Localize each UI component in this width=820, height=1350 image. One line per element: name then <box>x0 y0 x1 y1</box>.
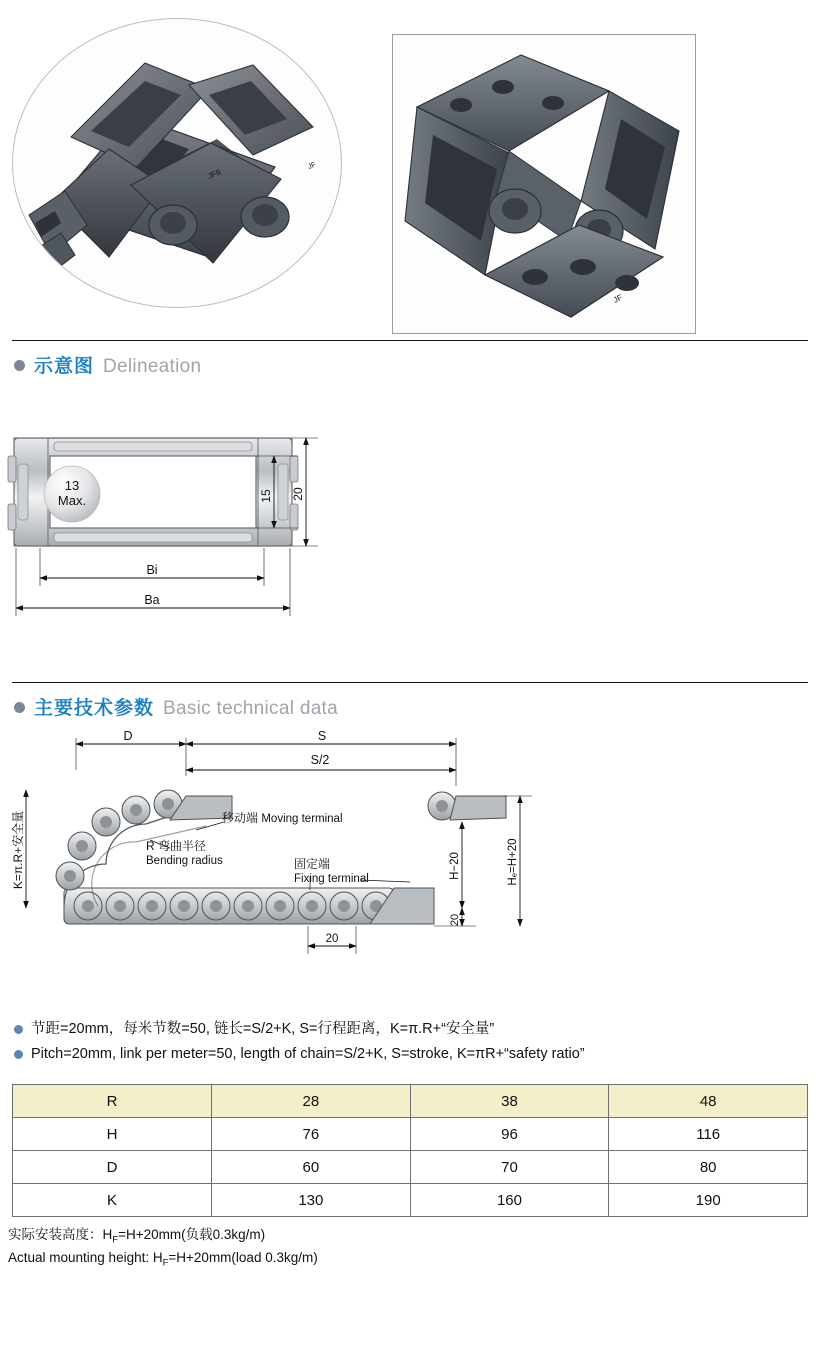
chain-lower-run <box>64 888 434 924</box>
table-cell: 80 <box>609 1151 808 1184</box>
technical-drawing <box>0 724 820 1014</box>
svg-text:JF: JF <box>611 292 624 305</box>
table-header-row <box>13 1085 808 1118</box>
bullet-dot-icon <box>14 1050 23 1059</box>
product-photo-circle <box>12 18 342 308</box>
svg-text:JF6: JF6 <box>206 167 223 181</box>
dim-S: S <box>317 730 327 743</box>
note-text-en: Pitch=20mm, link per meter=50, length of chain=S/2+K, S=stroke, K=πR+“safety ratio” <box>31 1046 585 1063</box>
table-cell: 160 <box>410 1184 609 1217</box>
table-cell: 76 <box>212 1118 411 1151</box>
label-bending-en: Bending radius <box>146 855 223 867</box>
delineation-svg <box>6 412 406 672</box>
technical-data-table <box>12 1084 808 1217</box>
table-cell: D <box>13 1151 212 1184</box>
section-title-cn: 示意图 <box>34 356 95 377</box>
footnote-en <box>8 1248 820 1270</box>
table-cell: 116 <box>609 1118 808 1151</box>
bullet-dot-icon <box>14 702 25 713</box>
table-header-cell: 38 <box>410 1085 609 1118</box>
product-photo-box <box>392 34 696 334</box>
label-bending-cn: R 弯曲半径 <box>146 839 207 853</box>
dim-D: D <box>123 730 133 743</box>
svg-text:20: 20 <box>291 487 305 501</box>
note-item <box>14 1020 820 1038</box>
label-moving-cn: 移动端 Moving terminal <box>222 811 343 825</box>
bullet-dot-icon <box>14 1025 23 1034</box>
table-header-cell: R <box>13 1085 212 1118</box>
ball-label-2: Max. <box>57 493 87 508</box>
bullet-dot-icon <box>14 360 25 371</box>
svg-text:20: 20 <box>449 913 461 927</box>
footnotes <box>0 1217 820 1270</box>
svg-text:JF: JF <box>307 161 317 171</box>
notes-list <box>0 1014 820 1074</box>
ball-label-1: 13 <box>64 478 80 493</box>
technical-data-table-wrap <box>0 1074 820 1217</box>
product-photo-row <box>0 0 820 340</box>
table-row <box>13 1184 808 1217</box>
cable-carrier-link-illustration <box>393 35 696 334</box>
footnote-en-sub: F <box>162 1257 169 1269</box>
dim-H-minus-20: H−20 <box>449 852 461 880</box>
svg-text:Bi: Bi <box>146 563 158 577</box>
table-cell: 60 <box>212 1151 411 1184</box>
note-text-cn: 节距=20mm，每米节数=50, 链长=S/2+K, S=行程距离，K=π.R+“安全量” <box>31 1021 495 1037</box>
footnote-cn-pre: 实际安装高度：H <box>8 1227 113 1243</box>
footnote-cn-sub: F <box>112 1234 119 1246</box>
section-title-en: Basic technical data <box>163 698 339 719</box>
section-header-technical <box>0 683 820 724</box>
table-cell: 96 <box>410 1118 609 1151</box>
table-cell: 70 <box>410 1151 609 1184</box>
label-fixing-en: Fixing terminal <box>294 873 369 885</box>
dim-HE: Hₑ=H+20 <box>507 838 519 886</box>
table-row <box>13 1151 808 1184</box>
footnote-en-pre: Actual mounting height: H <box>8 1249 163 1265</box>
note-item <box>14 1045 820 1063</box>
svg-text:20: 20 <box>325 933 339 945</box>
svg-text:15: 15 <box>259 489 273 503</box>
section-title-en: Delineation <box>103 356 202 377</box>
footnote-cn <box>8 1225 820 1247</box>
table-cell: K <box>13 1184 212 1217</box>
label-fixing-cn: 固定端 <box>294 857 331 871</box>
dim-S2: S/2 <box>310 753 330 767</box>
footnote-en-post: =H+20mm(load 0.3kg/m) <box>168 1249 318 1265</box>
technical-svg <box>10 730 610 990</box>
section-title-cn: 主要技术参数 <box>34 698 155 719</box>
section-header-delineation <box>0 341 820 382</box>
svg-text:Ba: Ba <box>144 593 160 607</box>
delineation-drawing <box>0 382 820 682</box>
dim-K: K=π.R+安全量 <box>11 810 25 890</box>
footnote-cn-post: =H+20mm(负载0.3kg/m) <box>118 1227 266 1243</box>
table-row <box>13 1118 808 1151</box>
cable-carrier-closeup-illustration <box>13 19 342 308</box>
table-cell: H <box>13 1118 212 1151</box>
table-header-cell: 28 <box>212 1085 411 1118</box>
table-cell: 130 <box>212 1184 411 1217</box>
table-header-cell: 48 <box>609 1085 808 1118</box>
table-cell: 190 <box>609 1184 808 1217</box>
chain-right-end <box>428 792 506 820</box>
